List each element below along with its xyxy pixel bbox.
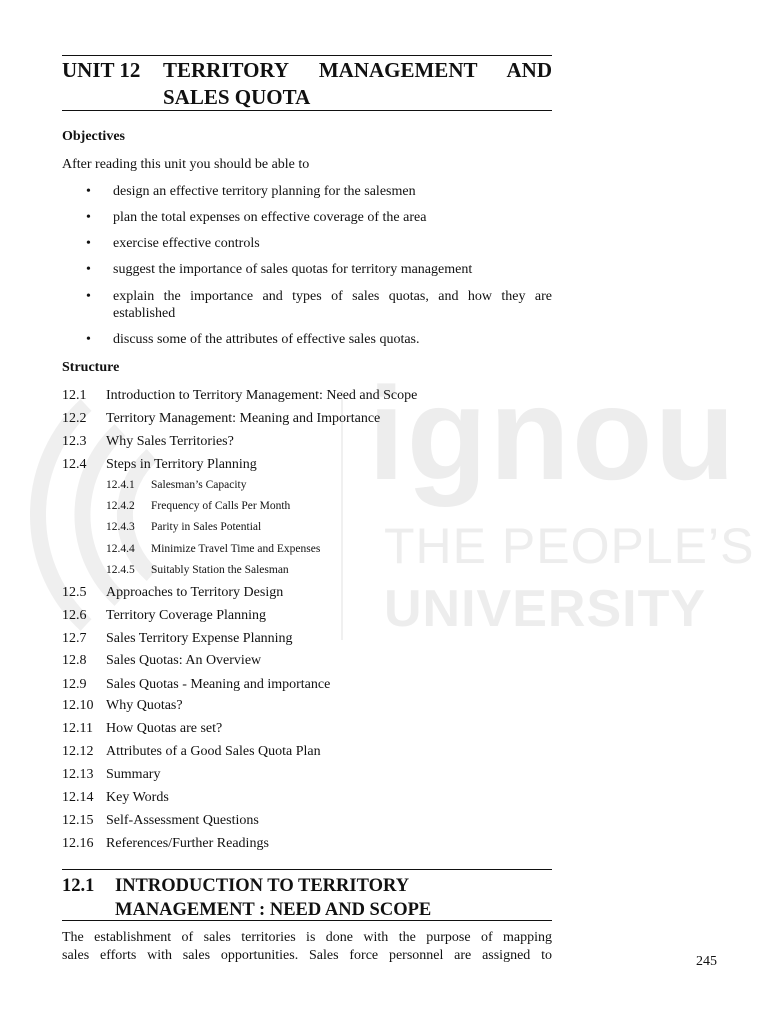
section-title-line2: MANAGEMENT : NEED AND SCOPE	[115, 900, 432, 920]
watermark-brand: ignou	[368, 360, 738, 507]
page-number: 245	[696, 954, 717, 969]
section-body-line2: sales efforts with sales opportunities. Sales force personnel are assigned to	[62, 948, 552, 963]
title-bottom-rule	[62, 110, 552, 111]
structure-heading: Structure	[62, 360, 120, 375]
watermark-line2: UNIVERSITY	[384, 580, 707, 638]
section-top-rule	[62, 869, 552, 870]
section-title-line1: INTRODUCTION TO TERRITORY	[115, 876, 410, 896]
watermark-line1: THE PEOPLE’S	[384, 518, 755, 574]
objectives-intro: After reading this unit you should be able to	[62, 157, 310, 172]
unit-title-line2: SALES QUOTA	[163, 85, 311, 109]
title-top-rule	[62, 55, 552, 56]
section-bottom-rule	[62, 920, 552, 921]
objectives-heading: Objectives	[62, 129, 125, 144]
section-body	[62, 929, 552, 965]
unit-number: UNIT 12	[62, 58, 141, 82]
section-body-line1: The establishment of sales territories is done with the purpose of mapping	[62, 930, 552, 945]
section-number: 12.1	[62, 876, 95, 896]
unit-title-line1: TERRITORY MANAGEMENT AND	[163, 58, 552, 82]
